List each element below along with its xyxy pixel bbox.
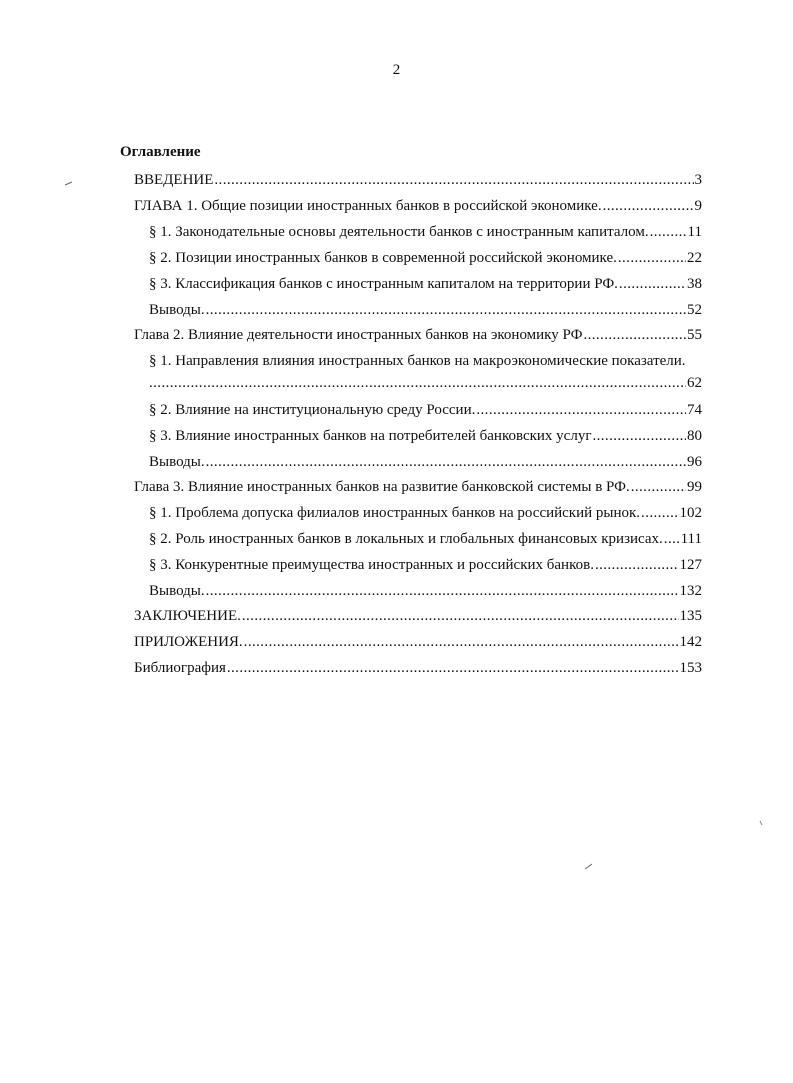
toc-entry-page: 102 (679, 505, 702, 521)
toc-entry-page: 96 (687, 454, 702, 470)
toc-entry-label: § 2. Роль иностранных банков в локальных и глобальных финансовых кризисах. (149, 531, 663, 547)
toc-entry-label: Глава 2. Влияние деятельности иностранных банков на экономику РФ (134, 327, 583, 343)
toc-entry-ch1-sec3[interactable] (149, 273, 702, 295)
page-number: 2 (392, 62, 401, 78)
toc-entry-page: 127 (679, 557, 702, 573)
toc-entry-page: 80 (687, 428, 702, 444)
toc-entry-conclusion[interactable] (134, 605, 702, 627)
dot-leader (244, 631, 679, 653)
toc-entry-ch3-sec2[interactable] (149, 528, 702, 550)
toc-entry-chapter-3[interactable] (134, 476, 702, 498)
toc-heading: Оглавление (120, 144, 201, 160)
toc-entry-ch1-conclusions[interactable] (149, 299, 702, 321)
toc-entry-page: 111 (680, 531, 702, 547)
scan-mark (64, 180, 74, 186)
toc-entry-page: 99 (687, 479, 702, 495)
dot-leader (592, 425, 686, 447)
toc-entry-label: ЗАКЛЮЧЕНИЕ. (134, 608, 241, 624)
toc-entry-label: § 3. Влияние иностранных банков на потребителей банковских услуг (149, 428, 592, 444)
toc-entry-page: 3 (694, 172, 702, 188)
toc-entry-label: § 1. Законодательные основы деятельности банков с иностранным капиталом. (149, 224, 649, 240)
toc-entry-ch1-sec2[interactable] (149, 247, 702, 269)
toc-entry-chapter-2[interactable] (134, 324, 702, 346)
dot-leader (206, 451, 686, 473)
dot-leader (619, 273, 686, 295)
toc-entry-introduction[interactable] (134, 169, 702, 191)
toc-entry-label: ВВЕДЕНИЕ (134, 172, 214, 188)
toc-entry-ch2-sec2[interactable] (149, 399, 702, 421)
toc-entry-ch1-sec1[interactable] (149, 221, 702, 243)
toc-entry-label: Выводы. (149, 454, 205, 470)
toc-entry-page: 55 (687, 327, 702, 343)
toc-entry-page: 153 (679, 660, 702, 676)
toc-entry-label: Выводы. (149, 583, 205, 599)
toc-entry-ch3-sec3[interactable] (149, 554, 702, 576)
toc-entry-label: § 2. Позиции иностранных банков в современной российской экономике. (149, 250, 617, 266)
toc-entry-page: 38 (687, 276, 702, 292)
toc-entry-label: Глава 3. Влияние иностранных банков на развитие банковской системы в РФ. (134, 479, 630, 495)
dot-leader (206, 580, 679, 602)
dot-leader (603, 195, 694, 217)
toc-entry-page: 142 (679, 634, 702, 650)
toc-entry-label: § 3. Классификация банков с иностранным капиталом на территории РФ. (149, 276, 618, 292)
toc-entry-ch3-sec1[interactable] (149, 502, 702, 524)
toc-entry-page: 62 (687, 375, 702, 391)
dot-leader (583, 324, 686, 346)
dot-leader (242, 605, 679, 627)
scan-mark (758, 820, 764, 826)
dot-leader (227, 657, 679, 679)
dot-leader (214, 169, 693, 191)
toc-entry-label: ГЛАВА 1. Общие позиции иностранных банков в российской экономике. (134, 198, 602, 214)
scan-mark (584, 862, 594, 870)
toc-entry-page: 52 (687, 302, 702, 318)
toc-entry-page: 74 (687, 402, 702, 418)
toc-entry-page: 135 (679, 608, 702, 624)
toc-entry-label: Библиография (134, 660, 226, 676)
toc-entry-chapter-1[interactable] (134, 195, 702, 217)
toc-entry-appendices[interactable] (134, 631, 702, 653)
dot-leader (149, 372, 686, 394)
dot-leader (641, 502, 678, 524)
toc-entry-ch2-sec3[interactable] (149, 425, 702, 447)
toc-entry-label: Выводы. (149, 302, 205, 318)
toc-entry-label: § 2. Влияние на институциональную среду России. (149, 402, 476, 418)
toc-entry-ch2-conclusions[interactable] (149, 451, 702, 473)
toc-entry-label: § 3. Конкурентные преимущества иностранных и российских банков. (149, 557, 594, 573)
dot-leader (664, 528, 680, 550)
toc-entry-page: 132 (679, 583, 702, 599)
toc-entry-label: § 1. Проблема допуска филиалов иностранных банков на российский рынок. (149, 505, 641, 521)
dot-leader (618, 247, 686, 269)
toc-entry-ch3-conclusions[interactable] (149, 580, 702, 602)
toc-entry-page: 11 (687, 224, 702, 240)
dot-leader (595, 554, 679, 576)
toc-entry-bibliography[interactable] (134, 657, 702, 679)
toc-entry-ch2-sec1[interactable] (149, 372, 702, 394)
dot-leader (631, 476, 686, 498)
toc-entry-page: 9 (694, 198, 702, 214)
toc-entry-ch2-sec1-label[interactable]: § 1. Направления влияния иностранных банков на макроэкономические показатели. (149, 353, 686, 369)
dot-leader (206, 299, 686, 321)
dot-leader (650, 221, 687, 243)
toc-entry-page: 22 (687, 250, 702, 266)
toc-entry-label: ПРИЛОЖЕНИЯ. (134, 634, 243, 650)
dot-leader (476, 399, 686, 421)
